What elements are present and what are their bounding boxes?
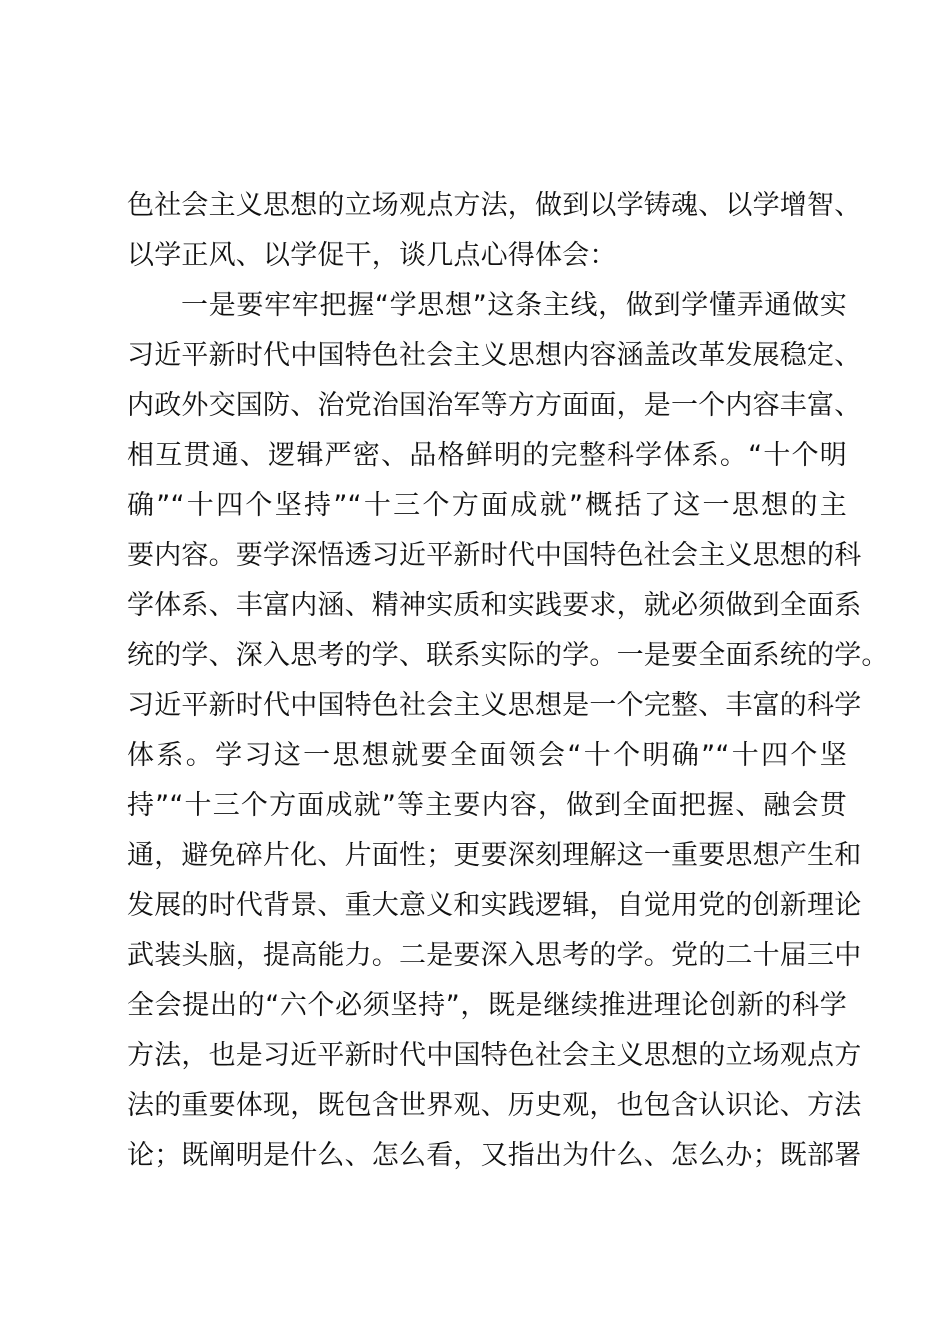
text-line: 法的重要体现，既包含世界观、历史观，也包含认识论、方法 [127, 1090, 862, 1121]
text-line: 要内容。要学深悟透习近平新时代中国特色社会主义思想的科 [127, 540, 862, 571]
text-line: 以学正风、以学促干，谈几点心得体会： [127, 240, 617, 271]
text-line: 全会提出的“六个必须坚持”，既是继续推进理论创新的科学 [127, 990, 847, 1021]
text-line: 体系。学习这一思想就要全面领会“十个明确”“十四个坚 [127, 740, 847, 771]
text-line: 内政外交国防、治党治国治军等方方面面，是一个内容丰富、 [127, 390, 862, 421]
text-line: 相互贯通、逻辑严密、品格鲜明的完整科学体系。“十个明 [127, 440, 847, 471]
text-line: 统的学、深入思考的学、联系实际的学。一是要全面系统的学。 [127, 640, 889, 671]
text-line: 通，避免碎片化、片面性；更要深刻理解这一重要思想产生和 [127, 840, 862, 871]
text-line: 持”“十三个方面成就”等主要内容，做到全面把握、融会贯 [127, 790, 847, 821]
text-line: 发展的时代背景、重大意义和实践逻辑，自觉用党的创新理论 [127, 890, 862, 921]
text-line: 确”“十四个坚持”“十三个方面成就”概括了这一思想的主 [127, 490, 847, 521]
body-text [127, 181, 889, 1181]
text-line: 学体系、丰富内涵、精神实质和实践要求，就必须做到全面系 [127, 590, 862, 621]
text-line: 习近平新时代中国特色社会主义思想是一个完整、丰富的科学 [127, 690, 862, 721]
text-line: 武装头脑，提高能力。二是要深入思考的学。党的二十届三中 [127, 940, 862, 971]
text-line: 习近平新时代中国特色社会主义思想内容涵盖改革发展稳定、 [127, 340, 862, 371]
text-line: 论；既阐明是什么、怎么看，又指出为什么、怎么办；既部署 [127, 1140, 862, 1171]
text-line: 方法，也是习近平新时代中国特色社会主义思想的立场观点方 [127, 1040, 862, 1071]
text-line: 色社会主义思想的立场观点方法，做到以学铸魂、以学增智、 [127, 190, 862, 221]
paragraph-first-line: 一是要牢牢把握“学思想”这条主线，做到学懂弄通做实 [181, 290, 847, 321]
